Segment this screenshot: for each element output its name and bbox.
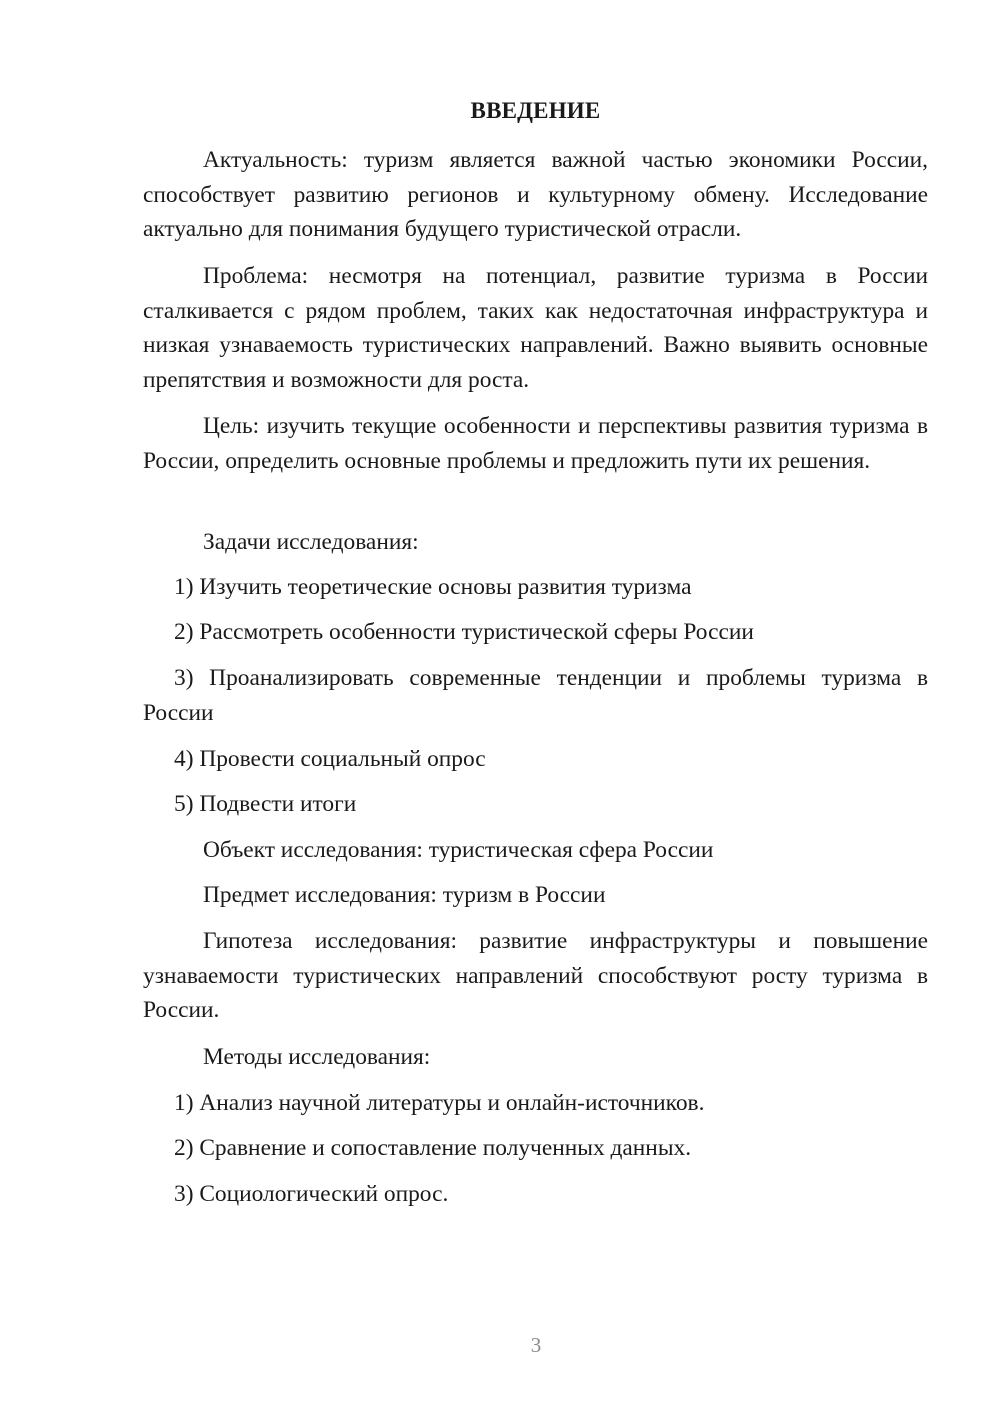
problem-paragraph: Проблема: несмотря на потенциал, развитие туризма в России сталкивается с рядом проблем, таких как недостаточная инфраструктура и низкая узнаваемость туристических направлений. Важно выявить основные препятствия и возможности для роста.	[143, 263, 928, 393]
page-number: 3	[530, 1333, 542, 1357]
task-item-1: 1) Изучить теоретические основы развития туризма	[174, 574, 692, 600]
page-title: ВВЕДЕНИЕ	[470, 98, 601, 123]
tasks-heading: Задачи исследования:	[203, 529, 419, 555]
goal-paragraph: Цель: изучить текущие особенности и перспективы развития туризма в России, определить основные проблемы и предложить пути их решения.	[143, 413, 928, 474]
method-item-3: 3) Социологический опрос.	[174, 1181, 449, 1207]
relevance-paragraph: Актуальность: туризм является важной частью экономики России, способствует развитию регионов и культурному обмену. Исследование актуально для понимания будущего туристической отрасли.	[143, 147, 928, 242]
task-item-4: 4) Провести социальный опрос	[174, 746, 486, 772]
task-item-5: 5) Подвести итоги	[174, 791, 357, 817]
hypothesis-paragraph: Гипотеза исследования: развитие инфраструктуры и повышение узнаваемости туристических направлений способствуют росту туризма в России.	[143, 928, 928, 1023]
object-paragraph: Объект исследования: туристическая сфера России	[203, 837, 714, 863]
methods-heading: Методы исследования:	[203, 1044, 431, 1070]
subject-paragraph: Предмет исследования: туризм в России	[203, 882, 606, 908]
task-item-3: 3) Проанализировать современные тенденции и проблемы туризма в России	[143, 665, 928, 726]
method-item-2: 2) Сравнение и сопоставление полученных данных.	[174, 1135, 692, 1161]
method-item-1: 1) Анализ научной литературы и онлайн-источников.	[174, 1090, 705, 1116]
task-item-2: 2) Рассмотреть особенности туристической сферы России	[174, 619, 754, 645]
